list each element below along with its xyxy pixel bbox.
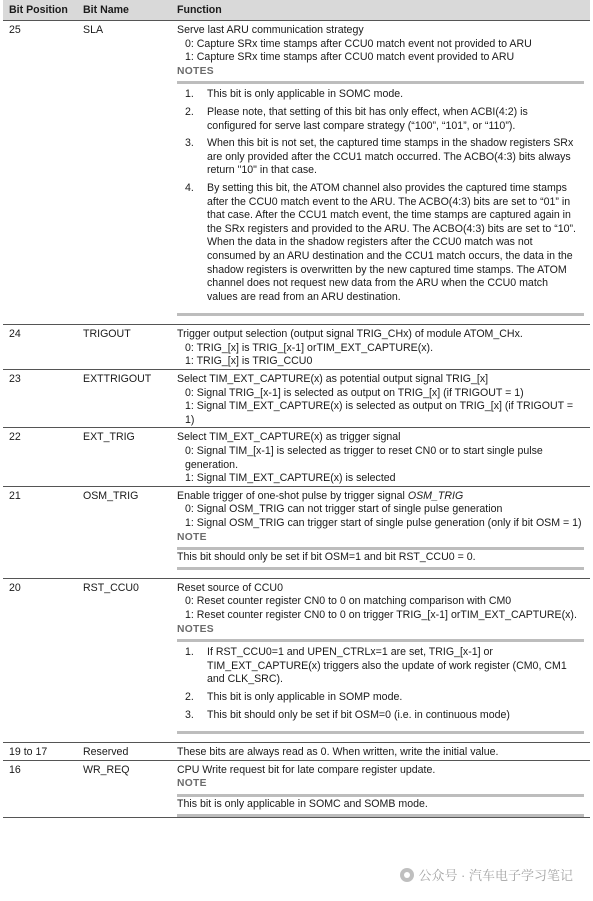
note-number: 2. — [185, 105, 194, 118]
bit-position: 16 — [3, 760, 77, 817]
bit-name: RST_CCU0 — [77, 578, 171, 742]
bit-name: TRIGOUT — [77, 325, 171, 370]
bit-name: EXT_TRIG — [77, 428, 171, 486]
note-text: When this bit is not set, the captured time stamps in the shadow registers SRx are only provided after the CCU1 match occurred. The ACBO(4:3) bits always return "10" in that case. — [207, 137, 574, 177]
bit-name: WR_REQ — [77, 760, 171, 817]
table-row — [3, 743, 590, 761]
bit-position: 24 — [3, 325, 77, 370]
table-header-row — [3, 0, 590, 21]
header-function: Function — [171, 0, 590, 21]
note-box — [177, 794, 584, 817]
table-row — [3, 428, 590, 486]
function-description — [177, 490, 584, 504]
notes-box — [177, 81, 584, 316]
note-item — [177, 646, 584, 687]
function-cell — [171, 21, 590, 325]
note-number: 1. — [185, 646, 194, 659]
watermark-text: 公众号 · 汽车电子学习笔记 — [418, 868, 573, 883]
note-text: This bit should only be set if bit OSM=1 and bit RST_CCU0 = 0. — [177, 551, 476, 564]
option-value: 1: Capture SRx time stamps after CCU0 match event provided to ARU — [185, 51, 515, 64]
table-row — [3, 578, 590, 742]
note-number: 1. — [185, 88, 194, 101]
option-value: 0: TRIG_[x] is TRIG_[x-1] orTIM_EXT_CAPTURE(x). — [185, 341, 434, 354]
function-description: Select TIM_EXT_CAPTURE(x) as potential output signal TRIG_[x] — [177, 373, 489, 386]
function-cell — [171, 578, 590, 742]
table-row — [3, 370, 590, 428]
wechat-icon — [400, 868, 414, 882]
note-label: NOTE — [177, 778, 207, 790]
note-number: 4. — [185, 181, 194, 194]
table-row — [3, 21, 590, 325]
bit-position: 23 — [3, 370, 77, 428]
note-item — [177, 182, 584, 304]
note-item — [177, 709, 584, 723]
function-cell — [171, 760, 590, 817]
register-bit-table — [3, 0, 590, 818]
note-text: By setting this bit, the ATOM channel also provides the captured time stamps after the CCU0 match event to the ARU. The ACBO(4:3) bits are set to “01” in that case. After the CCU1 match event, the time stamps are captured again in the SRx registers and provided to the ARU. The ACBO(4:3) bits are set to “10”. When the data in the shadow registers after the CCU0 match was not consumed by an ARU destination and the CCU1 match occurs, the data in the shadow registers is overwritten by the new captured time stamps. The ATOM channel does not request new data from the ARU when the CCU0 match values are read from an ARU destination. — [207, 181, 576, 303]
function-description: These bits are always read as 0. When written, write the initial value. — [177, 746, 499, 759]
table-row — [3, 325, 590, 370]
note-box — [177, 547, 584, 570]
bit-name: OSM_TRIG — [77, 486, 171, 578]
note-text: This bit should only be set if bit OSM=0 (i.e. in continuous mode) — [207, 708, 510, 721]
function-description: CPU Write request bit for late compare register update. — [177, 763, 436, 776]
function-cell — [171, 743, 590, 761]
watermark — [400, 865, 573, 884]
notes-label: NOTES — [177, 65, 214, 77]
table-row — [3, 486, 590, 578]
notes-box — [177, 639, 584, 734]
bit-name: SLA — [77, 21, 171, 325]
bit-position: 19 to 17 — [3, 743, 77, 761]
note-item — [177, 106, 584, 133]
note-label: NOTE — [177, 531, 207, 543]
bit-name: EXTTRIGOUT — [77, 370, 171, 428]
table-row — [3, 760, 590, 817]
option-value: 0: Signal TIM_[x-1] is selected as trigger to reset CN0 or to start single pulse generation. — [185, 445, 543, 471]
option-value: 0: Signal OSM_TRIG can not trigger start of single pulse generation — [185, 503, 503, 516]
bit-position: 20 — [3, 578, 77, 742]
function-description: Trigger output selection (output signal TRIG_CHx) of module ATOM_CHx. — [177, 328, 523, 341]
function-description: Serve last ARU communication strategy — [177, 24, 364, 36]
option-value: 1: Signal TIM_EXT_CAPTURE(x) is selected — [185, 472, 396, 485]
note-item — [177, 137, 584, 178]
function-cell — [171, 325, 590, 370]
function-cell — [171, 428, 590, 486]
bit-position: 21 — [3, 486, 77, 578]
note-text: This bit is only applicable in SOMC and SOMB mode. — [177, 797, 428, 810]
option-value: 1: Signal OSM_TRIG can trigger start of single pulse generation (only if bit OSM = 1) — [185, 517, 582, 529]
note-text: This bit is only applicable in SOMC mode. — [207, 88, 404, 101]
bit-position: 25 — [3, 21, 77, 325]
description-text: Enable trigger of one-shot pulse by trigger signal — [177, 489, 405, 502]
option-value: 1: Reset counter register CN0 to 0 on trigger TRIG_[x-1] orTIM_EXT_CAPTURE(x). — [185, 608, 577, 621]
bit-position: 22 — [3, 428, 77, 486]
header-bit-name: Bit Name — [77, 0, 171, 21]
note-number: 3. — [185, 137, 194, 150]
option-value: 1: Signal TIM_EXT_CAPTURE(x) is selected as output on TRIG_[x] (if TRIGOUT = 1) — [185, 400, 574, 426]
option-value: 0: Reset counter register CN0 to 0 on matching comparison with CM0 — [185, 595, 512, 608]
function-cell — [171, 370, 590, 428]
note-text: If RST_CCU0=1 and UPEN_CTRLx=1 are set, TRIG_[x-1] or TIM_EXT_CAPTURE(x) triggers also the update of work register (CM0, CM1 and CLK_SRC). — [207, 646, 567, 686]
note-number: 2. — [185, 690, 194, 703]
option-value: 0: Capture SRx time stamps after CCU0 match event not provided to ARU — [185, 37, 532, 50]
note-text: Please note, that setting of this bit has only effect, when ACBI(4:2) is configured for serve last compare strategy (“100”, “101”, or “110”). — [207, 105, 528, 132]
bit-name: Reserved — [77, 743, 171, 761]
function-description: Select TIM_EXT_CAPTURE(x) as trigger signal — [177, 431, 401, 444]
signal-name: OSM_TRIG — [407, 489, 464, 502]
option-value: 1: TRIG_[x] is TRIG_CCU0 — [185, 355, 313, 368]
note-item — [177, 88, 584, 102]
function-cell — [171, 486, 590, 578]
header-bit-position: Bit Position — [3, 0, 77, 21]
notes-label: NOTES — [177, 623, 214, 635]
note-item — [177, 691, 584, 705]
function-description: Reset source of CCU0 — [177, 581, 283, 594]
option-value: 0: Signal TRIG_[x-1] is selected as output on TRIG_[x] (if TRIGOUT = 1) — [185, 386, 524, 399]
note-number: 3. — [185, 708, 194, 721]
note-text: This bit is only applicable in SOMP mode. — [207, 690, 403, 703]
